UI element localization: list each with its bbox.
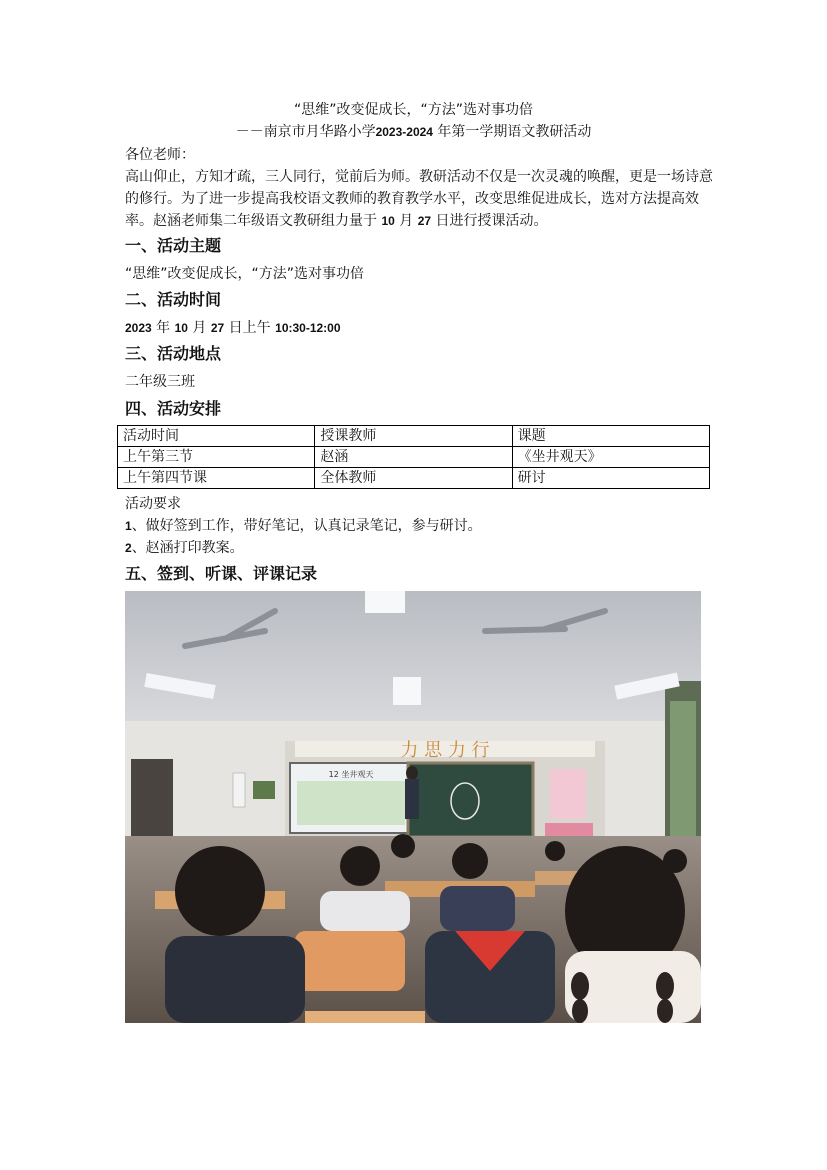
banner-text: 力 思 力 行 [400, 740, 490, 761]
schedule-table [117, 425, 710, 489]
table-header-cell: 课题 [512, 426, 709, 447]
time-month: 10 [174, 321, 188, 335]
intro-text: 高山仰止，方知才疏，三人同行，觉前后为师。教研活动不仅是一次灵魂的唤醒，更是一场诗意的修行。为了进一步提高我校语文教师的教育教学水平，改变思维促进成长，选对方法提高效率。赵涵老师集二年级语文教研组力量于 [125, 169, 713, 229]
time-content [125, 318, 341, 338]
intro-end: 日进行授课活动。 [431, 213, 548, 229]
subtitle-prefix: －－南京市月华路小学 [235, 124, 376, 140]
table-header-row [118, 426, 710, 447]
table-row [118, 447, 710, 468]
requirement-text: 、做好签到工作，带好笔记，认真记录笔记，参与研讨。 [131, 518, 482, 534]
classroom-photo-illustration [125, 591, 701, 1023]
time-year-suffix: 年 [151, 320, 175, 336]
section-heading-schedule: 四、活动安排 [125, 399, 222, 418]
table-cell: 研讨 [512, 468, 709, 489]
table-row [118, 468, 710, 489]
section-heading-location: 三、活动地点 [125, 344, 222, 363]
subtitle-year: 2023-2024 [375, 125, 433, 139]
subtitle-suffix: 年第一学期语文教研活动 [432, 124, 592, 140]
section-heading-theme: 一、活动主题 [125, 236, 222, 255]
intro-paragraph [125, 166, 715, 232]
time-month-suffix: 月 [187, 320, 211, 336]
table-cell: 上午第三节 [118, 447, 315, 468]
table-cell: 赵涵 [315, 447, 512, 468]
table-cell: 全体教师 [315, 468, 512, 489]
document-subtitle [0, 122, 827, 142]
classroom-photo [125, 591, 701, 1023]
time-range: 10:30-12:00 [275, 321, 341, 335]
greeting: 各位老师： [125, 147, 195, 163]
time-year: 2023 [125, 321, 152, 335]
location-content: 二年级三班 [125, 374, 195, 390]
intro-month: 10 [381, 214, 395, 228]
requirement-text: 、赵涵打印教案。 [131, 540, 244, 556]
requirement-number: 2 [125, 541, 132, 555]
requirement-item [125, 516, 482, 536]
time-day-suffix: 日上午 [224, 320, 276, 336]
requirement-item [125, 538, 244, 558]
section-heading-records: 五、签到、听课、评课记录 [125, 564, 318, 583]
theme-content: “思维”改变促成长，“方法”选对事功倍 [125, 266, 365, 282]
document-title: “思维”改变促成长，“方法”选对事功倍 [293, 102, 533, 118]
table-cell: 上午第四节课 [118, 468, 315, 489]
intro-day: 27 [417, 214, 432, 228]
requirement-number: 1 [125, 519, 132, 533]
table-header-cell: 活动时间 [118, 426, 315, 447]
section-heading-time: 二、活动时间 [125, 290, 222, 309]
requirements-label: 活动要求 [125, 496, 181, 512]
intro-mid: 月 [394, 213, 418, 229]
table-cell: 《坐井观天》 [512, 447, 709, 468]
time-day: 27 [210, 321, 225, 335]
table-header-cell: 授课教师 [315, 426, 512, 447]
slide-title-text: 12 坐井观天 [328, 770, 374, 779]
